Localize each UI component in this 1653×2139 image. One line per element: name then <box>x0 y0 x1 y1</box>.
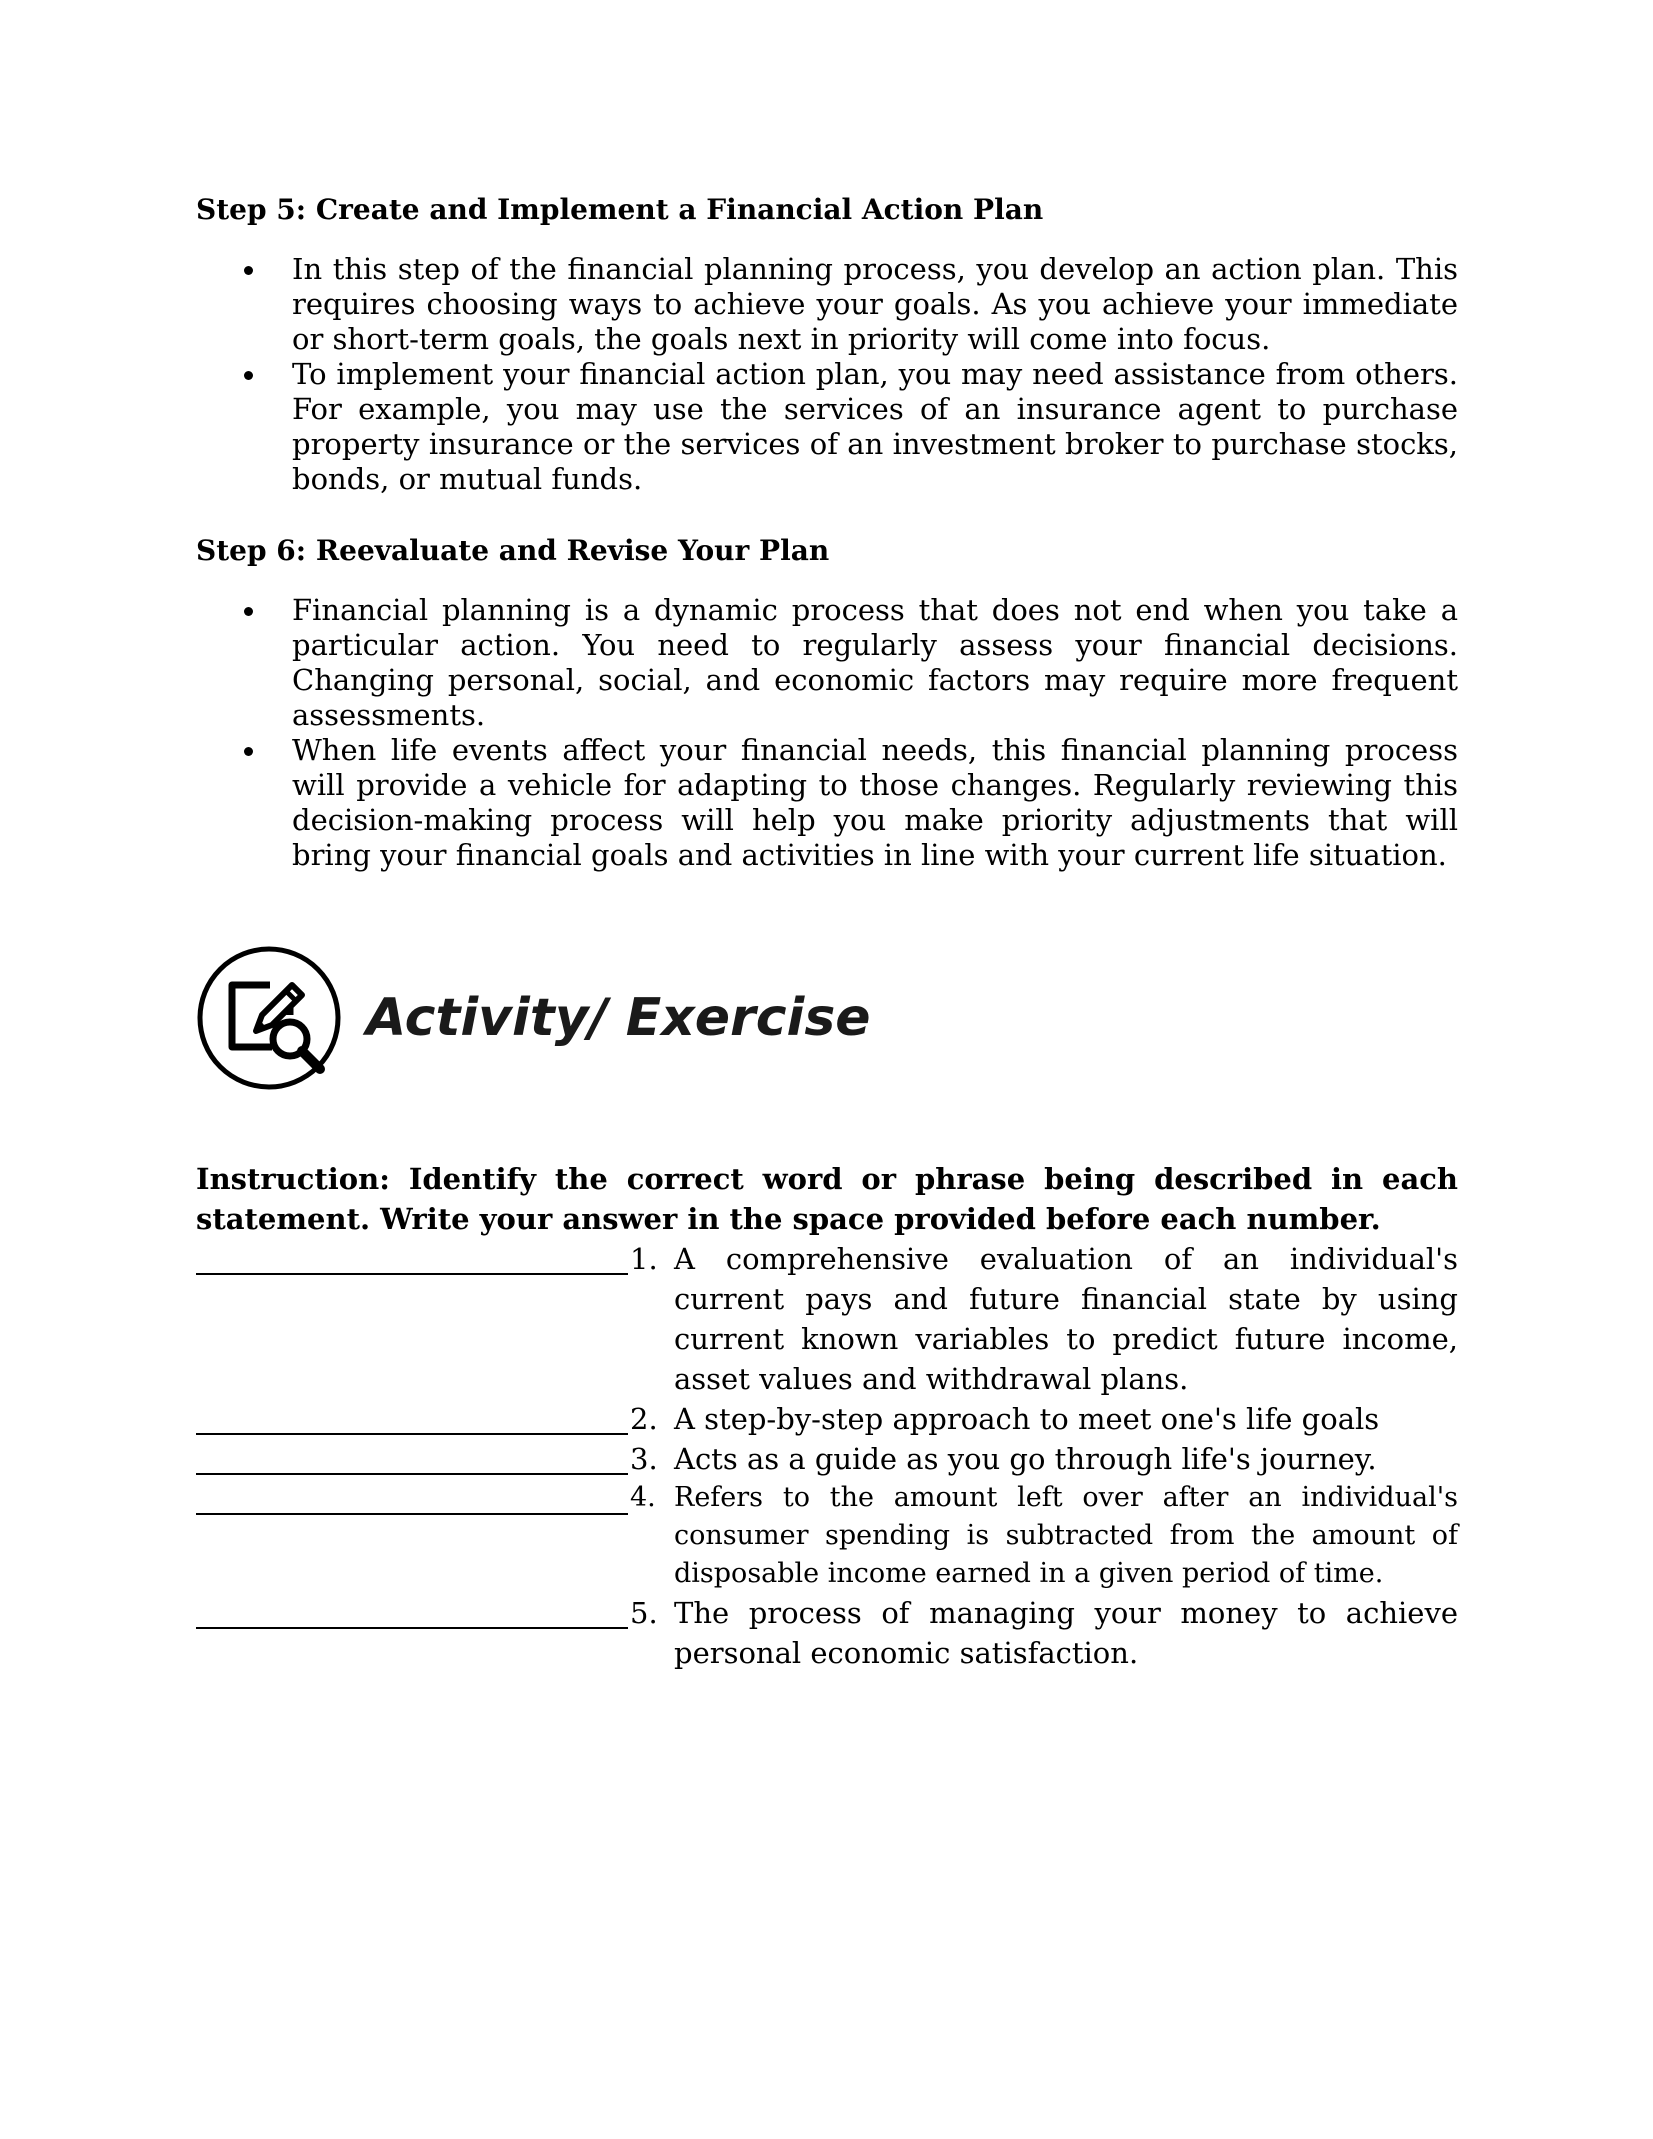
activity-banner <box>196 943 1458 1093</box>
item-text: A comprehensive evaluation of an individual's current pays and future financial state by using current known variables to predict future income, asset values and withdrawal plans. <box>674 1242 1458 1396</box>
answer-blank-5[interactable] <box>196 1597 628 1629</box>
bullet-text: Financial planning is a dynamic process that does not end when you take a particular action. You need to regularly assess your financial decisions. Changing personal, social, and economic factors may require more frequent assessments. <box>292 593 1458 732</box>
item-text: The process of managing your money to achieve personal economic satisfaction. <box>674 1596 1458 1670</box>
exercise-item <box>196 1479 1458 1593</box>
list-item <box>196 593 1458 733</box>
item-number: 2. <box>630 1402 658 1436</box>
item-text: Acts as a guide as you go through life's journey. <box>674 1442 1377 1476</box>
step6-heading: Step 6: Reevaluate and Revise Your Plan <box>196 534 830 567</box>
bullet-text: When life events affect your financial needs, this financial planning process will provide a vehicle for adapting to those changes. Regularly reviewing this decision-making process will help you make priority adjustments that will bring your financial goals and activities in line with your current life situation. <box>292 733 1458 872</box>
exercise-item <box>196 1239 1458 1399</box>
step5-heading: Step 5: Create and Implement a Financial Action Plan <box>196 193 1044 226</box>
list-item <box>196 252 1458 357</box>
item-number: 5. <box>630 1596 658 1630</box>
exercise-items <box>196 1239 1458 1673</box>
answer-blank-2[interactable] <box>196 1403 628 1435</box>
instruction-text: Instruction: Identify the correct word or phrase being described in each statement. Write your answer in the space provided before each number. <box>196 1162 1458 1236</box>
answer-blank-1[interactable] <box>196 1243 628 1275</box>
answer-blank-4[interactable] <box>196 1483 628 1515</box>
item-text: A step-by-step approach to meet one's life goals <box>674 1402 1380 1436</box>
step6-bullet-list <box>196 593 1458 873</box>
item-number: 4. <box>630 1482 656 1513</box>
item-text: Refers to the amount left over after an individual's consumer spending is subtracted from the amount of disposable income earned in a given period of time. <box>674 1482 1458 1589</box>
answer-blank-3[interactable] <box>196 1443 628 1475</box>
bullet-text: To implement your financial action plan, you may need assistance from others. For example, you may use the services of an insurance agent to purchase property insurance or the services of an investment broker to purchase stocks, bonds, or mutual funds. <box>292 357 1458 496</box>
item-number: 1. <box>630 1242 658 1276</box>
bullet-text: In this step of the financial planning process, you develop an action plan. This requires choosing ways to achieve your goals. As you achieve your immediate or short-term goals, the goals next in priority will come into focus. <box>292 252 1458 356</box>
exercise-item <box>196 1593 1458 1673</box>
pencil-magnifier-icon <box>196 945 342 1091</box>
exercise-item <box>196 1439 1458 1479</box>
exercise-item <box>196 1399 1458 1439</box>
list-item <box>196 733 1458 873</box>
activity-title: Activity/ Exercise <box>366 988 871 1048</box>
bullet-icon <box>244 266 253 275</box>
bullet-icon <box>244 607 253 616</box>
list-item <box>196 357 1458 497</box>
bullet-icon <box>244 747 253 756</box>
step5-bullet-list <box>196 252 1458 497</box>
item-number: 3. <box>630 1442 658 1476</box>
document-page <box>196 190 1458 1673</box>
bullet-icon <box>244 371 253 380</box>
